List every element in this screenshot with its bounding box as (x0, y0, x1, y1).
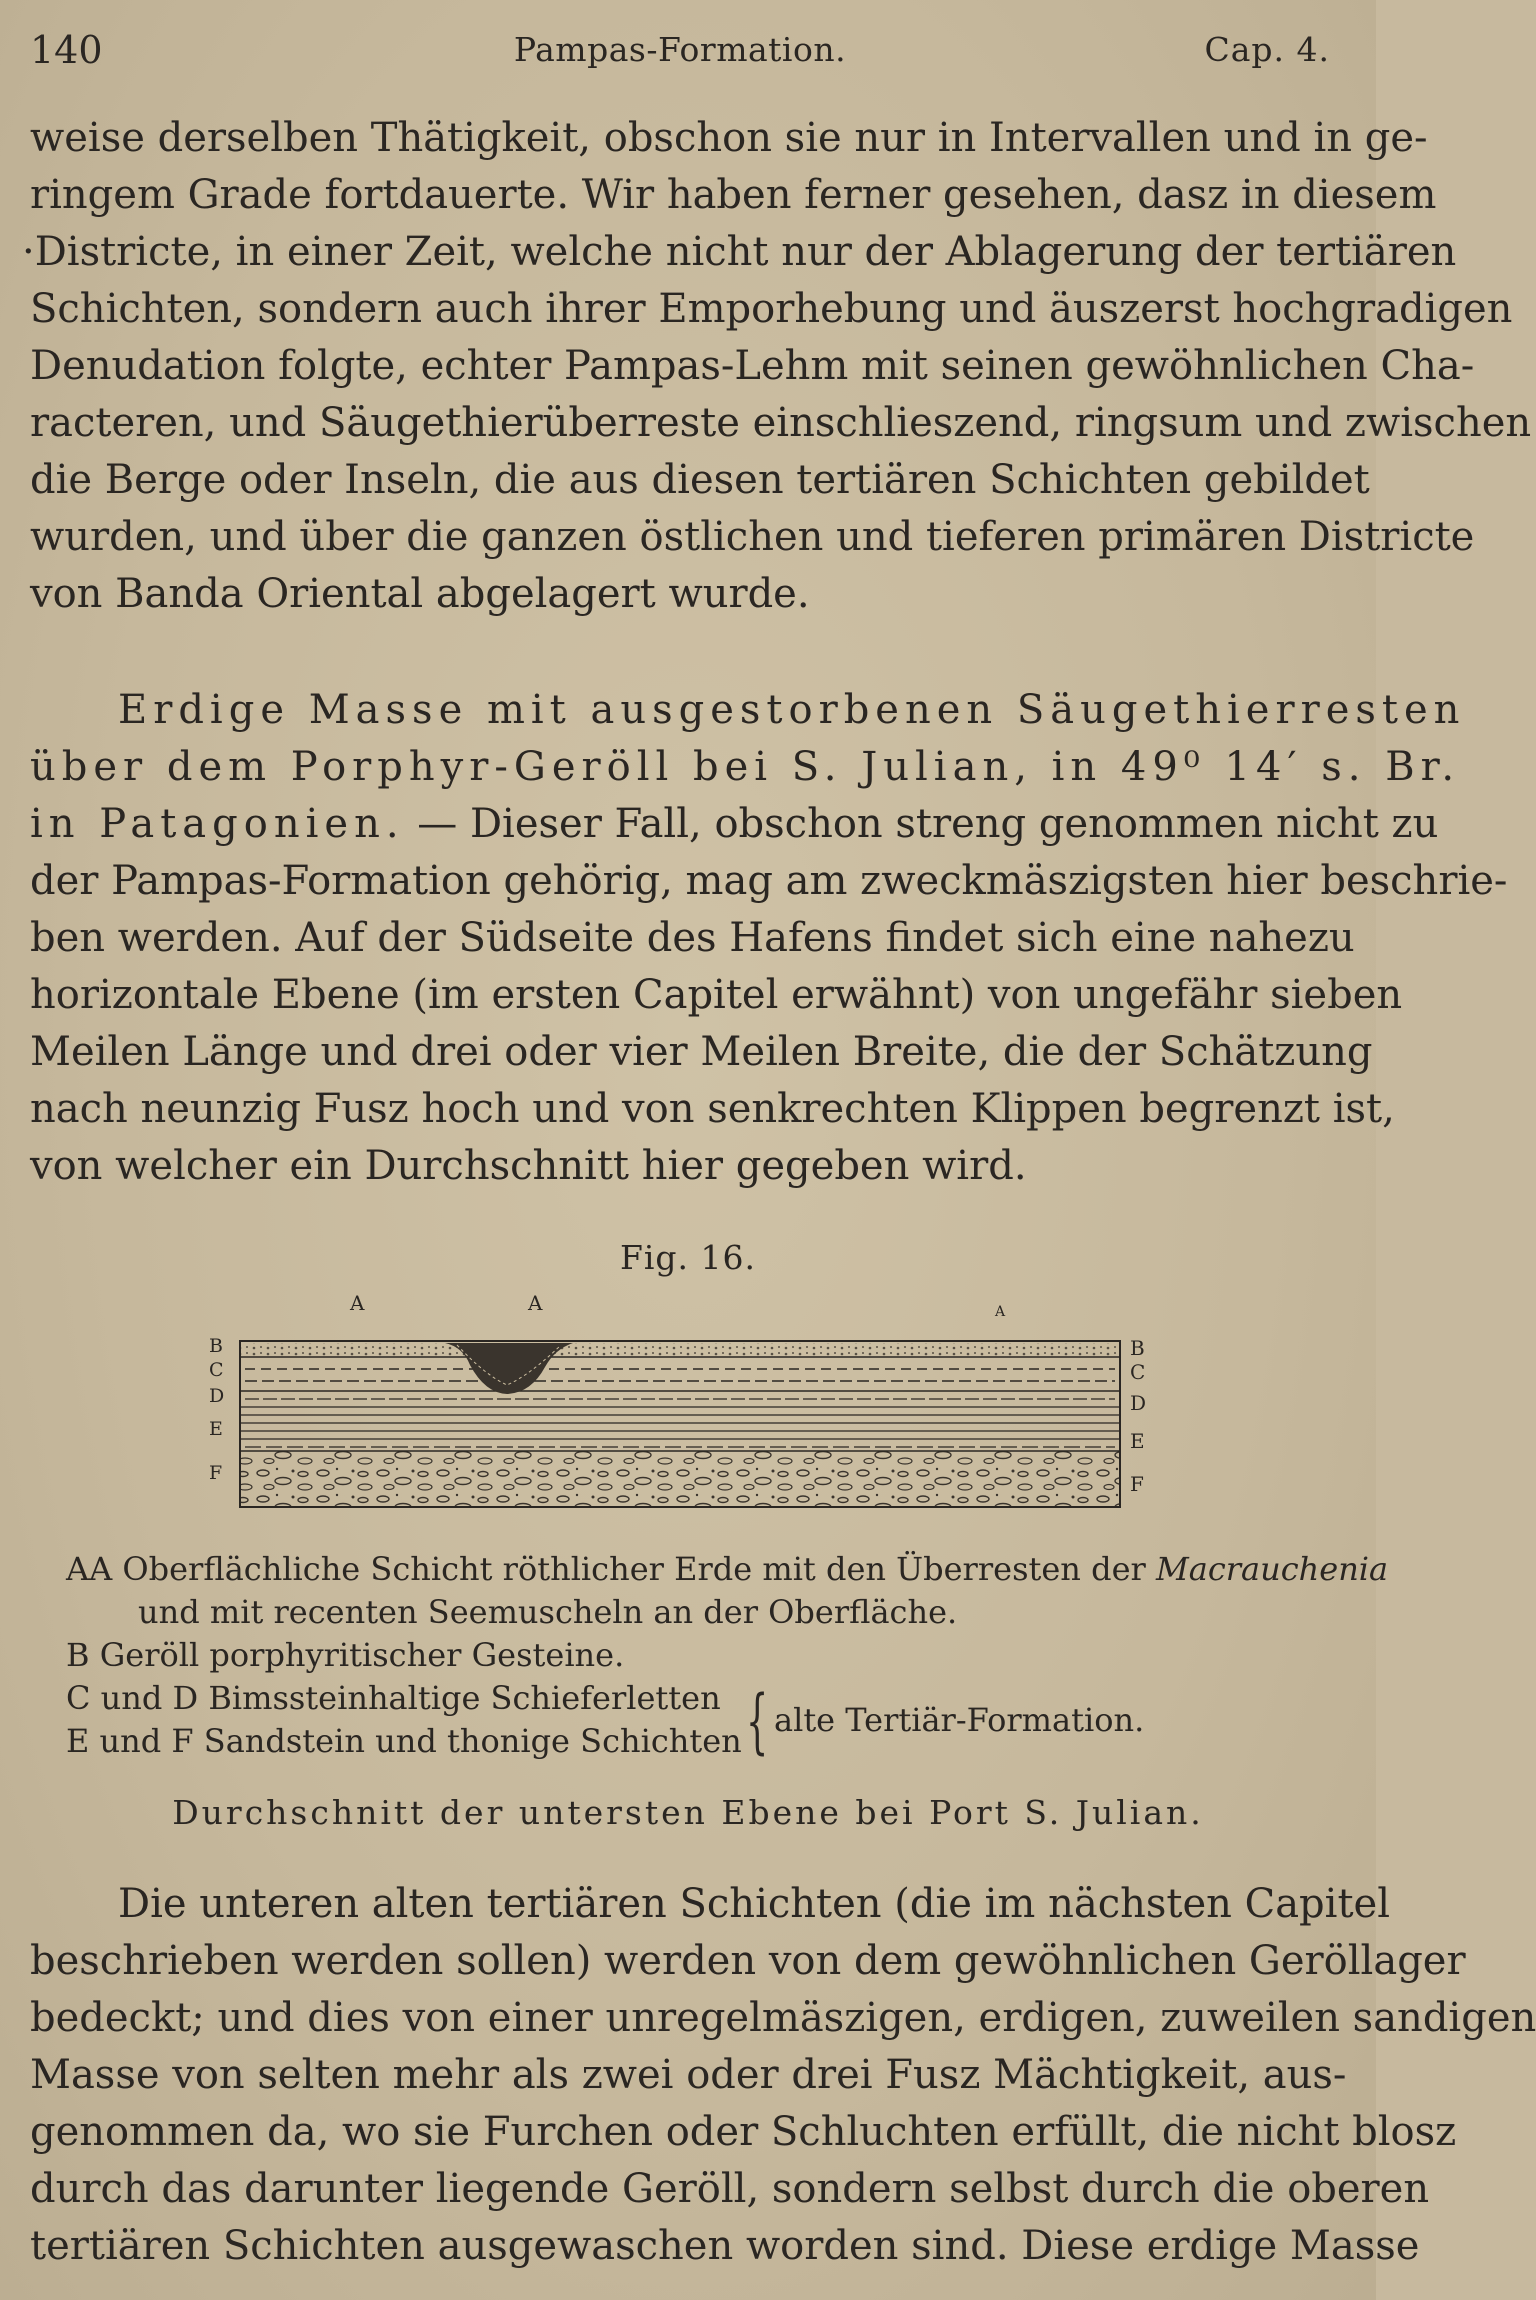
text-line: tertiären Schichten ausgewaschen worden sind. Diese erdige Masse (30, 2223, 1420, 2269)
label-f-left: F (209, 1462, 223, 1484)
page-header (30, 28, 1330, 72)
legend-cd: C und D Bimssteinhaltige Schieferletten (66, 1679, 721, 1717)
section-strata (240, 1341, 1120, 1507)
section-heading-end: in Patagonien. (30, 801, 405, 847)
legend-tertiary-group (66, 1677, 1326, 1763)
label-a: A (528, 1291, 543, 1315)
text-line: ·Districte, in einer Zeit, welche nicht nur der Ablagerung der tertiären (22, 229, 1457, 275)
cross-section-figure (195, 1285, 1165, 1535)
legend-ef: E und F Sandstein und thonige Schichten (66, 1722, 742, 1760)
label-d-right: D (1130, 1391, 1147, 1415)
legend-aa-continuation: und mit recenten Seemuscheln an der Oberfläche. (138, 1593, 958, 1631)
label-a: A (995, 1304, 1006, 1320)
label-e-right: E (1130, 1429, 1145, 1453)
figure-title: Fig. 16. (619, 1238, 757, 1277)
text-line: Die unteren alten tertiären Schichten (die im nächsten Capitel (118, 1881, 1390, 1927)
legend-b: B Geröll porphyritischer Gesteine. (66, 1636, 625, 1674)
text-line: durch das darunter liegende Geröll, sondern selbst durch die oberen (30, 2166, 1430, 2212)
label-e-left: E (209, 1418, 223, 1440)
label-a: A (350, 1291, 365, 1315)
legend-taxon: Macrauchenia (1155, 1550, 1389, 1588)
text-line: die Berge oder Inseln, die aus diesen tertiären Schichten gebildet (30, 457, 1370, 503)
label-c-right: C (1130, 1360, 1146, 1384)
text-line: bedeckt; und dies von einer unregelmäszigen, erdigen, zuweilen sandigen (30, 1995, 1536, 2041)
paragraph-2 (30, 682, 1508, 1195)
legend-text: AA Oberflächliche Schicht röthlicher Erde mit den Überresten der (66, 1550, 1156, 1588)
text-line: der Pampas-Formation gehörig, mag am zweckmäszigsten hier beschrie- (30, 858, 1508, 904)
text-line: genommen da, wo sie Furchen oder Schluchten erfüllt, die nicht blosz (30, 2109, 1457, 2155)
legend-aa (66, 1548, 1389, 1591)
label-b-left: B (209, 1335, 223, 1357)
figure-legend (66, 1548, 1389, 1763)
text-line: racteren, und Säugethierüberreste einschlieszend, ringsum und zwischen (30, 400, 1532, 446)
text-fragment: — Dieser Fall, obschon streng genommen nicht zu (404, 801, 1439, 847)
text-line: nach neunzig Fusz hoch und von senkrechten Klippen begrenzt ist, (30, 1086, 1395, 1132)
text-line: Denudation folgte, echter Pampas-Lehm mit seinen gewöhnlichen Cha- (30, 343, 1475, 389)
text-line: horizontale Ebene (im ersten Capitel erwähnt) von ungefähr sieben (30, 972, 1403, 1018)
figure-caption: Durchschnitt der untersten Ebene bei Port S. Julian. (172, 1793, 1204, 1832)
text-line: ringem Grade fortdauerte. Wir haben ferner gesehen, dasz in diesem (30, 172, 1437, 218)
page-number: 140 (30, 28, 103, 72)
label-f-right: F (1130, 1472, 1144, 1496)
text-line: Meilen Länge und drei oder vier Meilen Breite, die der Schätzung (30, 1029, 1373, 1075)
paragraph-1 (22, 110, 1532, 623)
section-heading-line: über dem Porphyr-Geröll bei S. Julian, in 49⁰ 14′ s. Br. (30, 744, 1461, 790)
text-line: Schichten, sondern auch ihrer Emporhebung und äuszerst hochgradigen (30, 286, 1513, 332)
label-c-left: C (209, 1359, 224, 1381)
text-line: weise derselben Thätigkeit, obschon sie nur in Intervallen und in ge- (30, 115, 1428, 161)
text-line: ben werden. Auf der Südseite des Hafens findet sich eine nahezu (30, 915, 1355, 961)
label-d-left: D (209, 1385, 225, 1407)
legend-group-note: alte Tertiär-Formation. (774, 1701, 1145, 1739)
paragraph-3 (30, 1876, 1536, 2275)
text-line: wurden, und über die ganzen östlichen und tieferen primären Districte (30, 514, 1475, 560)
brace-icon: { (746, 1680, 769, 1762)
chapter-label: Cap. 4. (1204, 30, 1330, 69)
text-line: von welcher ein Durchschnitt hier gegeben wird. (30, 1143, 1027, 1189)
text-line: Masse von selten mehr als zwei oder drei Fusz Mächtigkeit, aus- (30, 2052, 1347, 2098)
text-line (30, 796, 1439, 853)
text-line: von Banda Oriental abgelagert wurde. (30, 571, 810, 617)
running-title: Pampas-Formation. (513, 30, 847, 69)
section-heading-line: Erdige Masse mit ausgestorbenen Säugethierresten (118, 687, 1466, 733)
label-b-right: B (1130, 1336, 1145, 1360)
text-line: beschrieben werden sollen) werden von dem gewöhnlichen Geröllager (30, 1938, 1466, 1984)
